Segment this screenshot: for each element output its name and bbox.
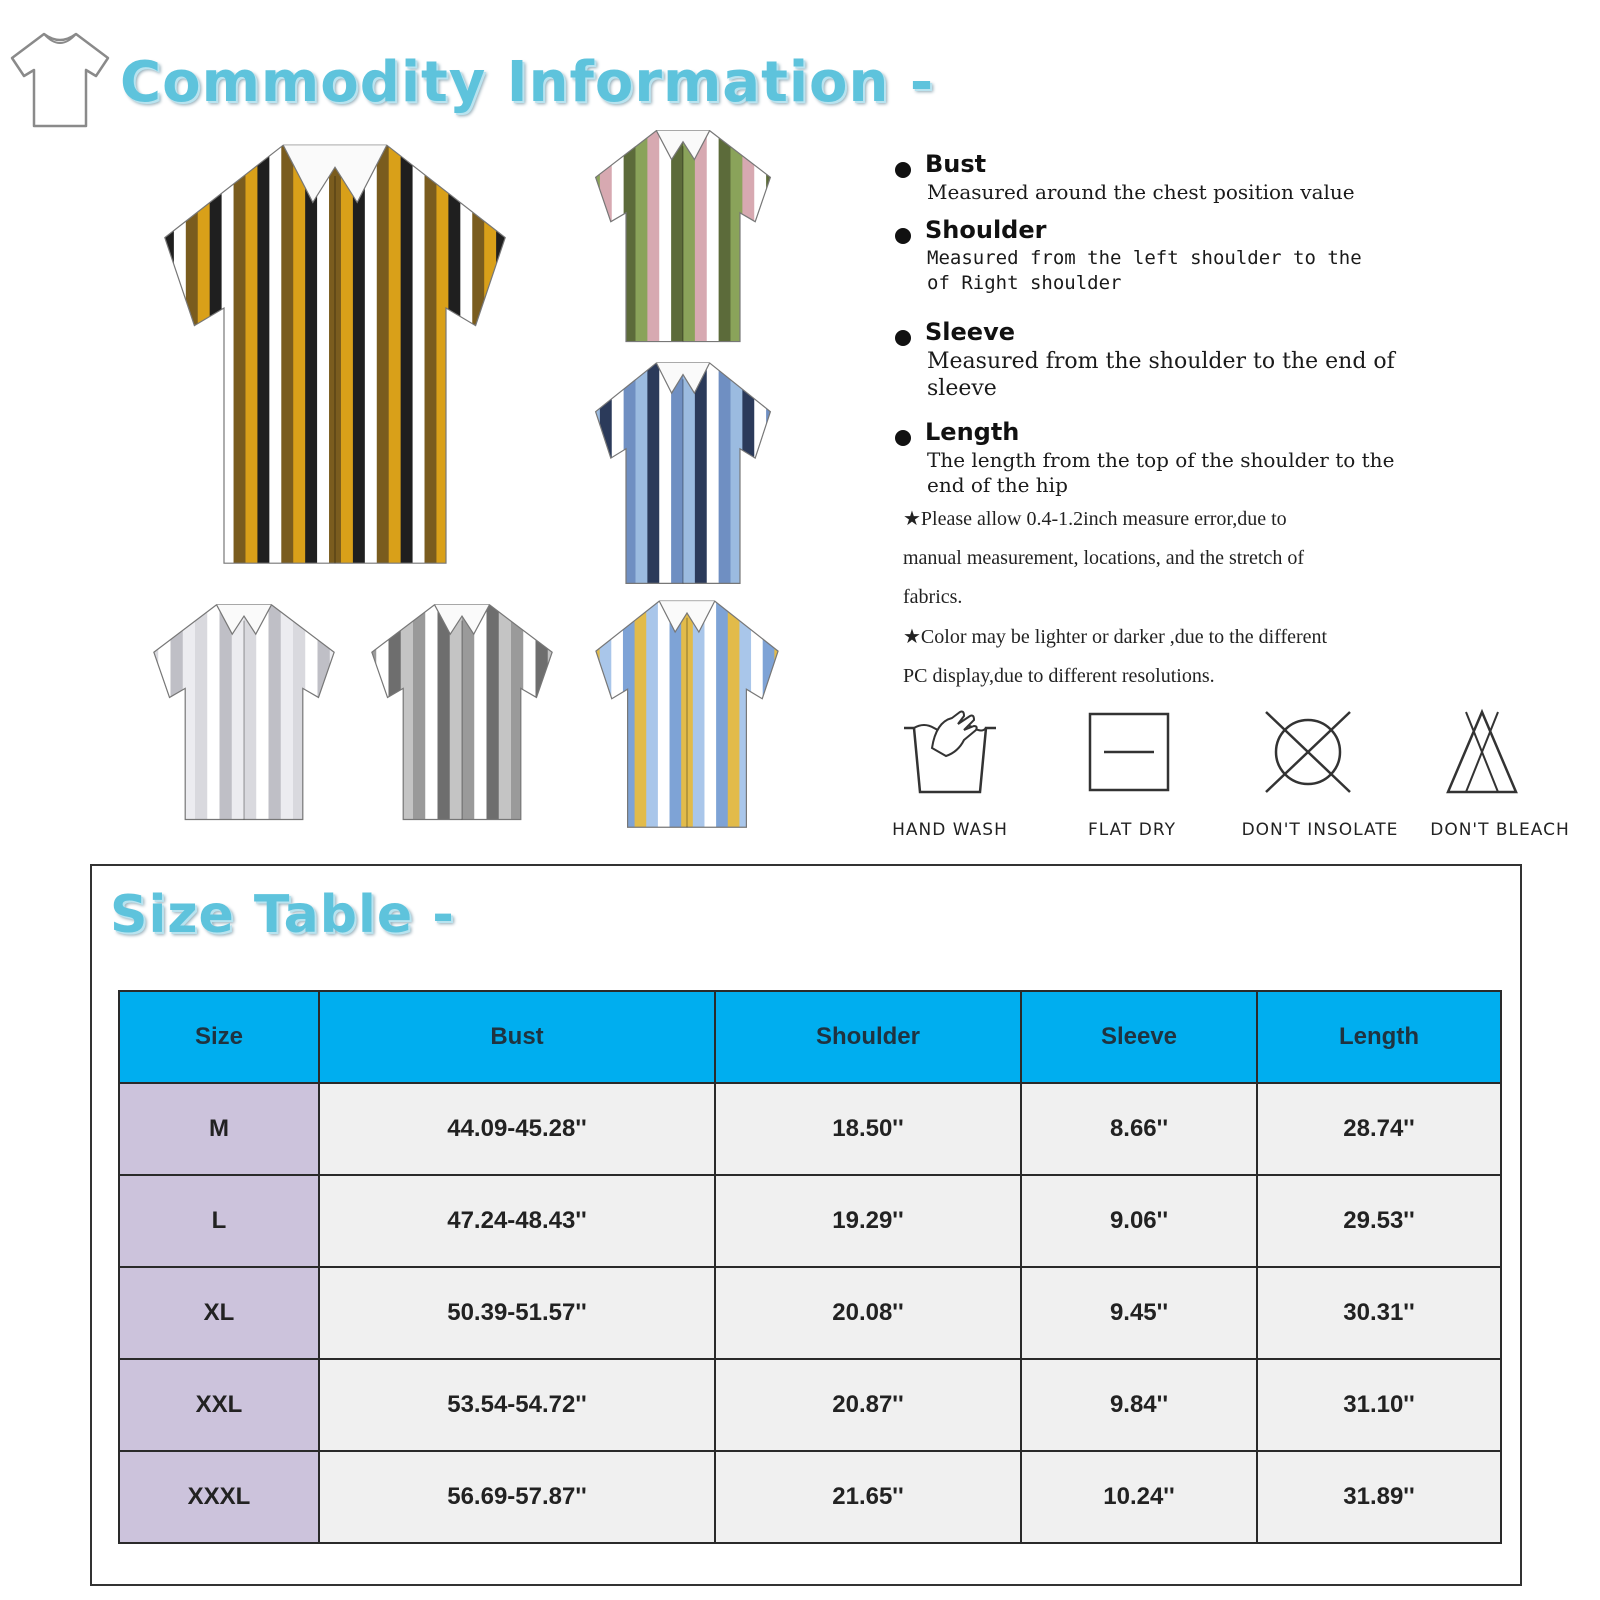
shirt-stripe bbox=[496, 132, 509, 572]
shirt-stripe bbox=[588, 356, 600, 588]
shirt-stripe bbox=[766, 356, 778, 588]
sleeve-cell: 10.24'' bbox=[1021, 1451, 1257, 1543]
shirt-stripe bbox=[377, 132, 390, 572]
measurement-description: Measured around the chest position value bbox=[927, 180, 1355, 204]
shirt-stripe bbox=[536, 598, 549, 824]
column-header-sleeve: Sleeve bbox=[1021, 991, 1257, 1083]
shirt-stripe bbox=[425, 132, 438, 572]
shirt-stripe bbox=[376, 598, 389, 824]
table-row bbox=[119, 1175, 1501, 1267]
product-image-blue-stripes bbox=[588, 356, 778, 588]
product-image-grey-stripes bbox=[364, 598, 560, 824]
measurement-sleeve bbox=[895, 318, 1465, 401]
column-header-shoulder: Shoulder bbox=[715, 991, 1021, 1083]
table-row bbox=[119, 1083, 1501, 1175]
shoulder-cell: 20.08'' bbox=[715, 1267, 1021, 1359]
shirt-stripe bbox=[707, 356, 719, 588]
column-header-length: Length bbox=[1257, 991, 1501, 1083]
shirt-stripe bbox=[436, 132, 449, 572]
shirt-stripe bbox=[281, 598, 294, 824]
size-cell: XL bbox=[119, 1267, 319, 1359]
shirt-stripe bbox=[401, 132, 414, 572]
shirt-stripe bbox=[484, 132, 497, 572]
shirt-stripe bbox=[636, 124, 648, 346]
shoulder-cell: 18.50'' bbox=[715, 1083, 1021, 1175]
hand-wash-icon bbox=[902, 708, 998, 796]
shirt-stripe bbox=[511, 598, 524, 824]
table-row bbox=[119, 1359, 1501, 1451]
shirt-stripe bbox=[623, 594, 635, 832]
shirt-stripe bbox=[754, 124, 766, 346]
shirt-stripe bbox=[508, 132, 520, 572]
shoulder-cell: 19.29'' bbox=[715, 1175, 1021, 1267]
shirt-stripe bbox=[731, 356, 743, 588]
shirt-stripe bbox=[600, 124, 612, 346]
shirt-stripe bbox=[413, 132, 426, 572]
commodity-information-title: Commodity Information - bbox=[120, 50, 935, 115]
sleeve-cell: 9.06'' bbox=[1021, 1175, 1257, 1267]
shirt-stripe bbox=[150, 132, 163, 572]
care-label-dont-insolate: DON'T INSOLATE bbox=[1241, 820, 1399, 840]
shirt-stripe bbox=[499, 598, 512, 824]
measurement-description-line: of Right shoulder bbox=[927, 272, 1122, 294]
shirt-stripe bbox=[158, 598, 171, 824]
shirt-stripe bbox=[281, 132, 294, 572]
shirt-stripe bbox=[763, 594, 775, 832]
size-table-title: Size Table - bbox=[110, 885, 455, 945]
shirt-stripe bbox=[636, 356, 648, 588]
dont-bleach-icon bbox=[1446, 708, 1518, 796]
measurement-title: Sleeve bbox=[925, 318, 1015, 346]
shirt-stripe bbox=[716, 594, 728, 832]
shoulder-cell: 21.65'' bbox=[715, 1451, 1021, 1543]
shirt-stripe bbox=[588, 124, 600, 346]
shirt-stripe bbox=[728, 594, 740, 832]
table-row bbox=[119, 1267, 1501, 1359]
care-label-hand-wash: HAND WASH bbox=[892, 820, 1008, 840]
shirt-stripe bbox=[707, 124, 719, 346]
shirt-stripe bbox=[474, 598, 487, 824]
sleeve-cell: 9.45'' bbox=[1021, 1267, 1257, 1359]
shirt-stripe bbox=[365, 132, 378, 572]
bust-cell: 56.69-57.87'' bbox=[319, 1451, 715, 1543]
shirt-stripe bbox=[425, 598, 438, 824]
measurement-description bbox=[927, 246, 1467, 296]
shirt-stripe bbox=[751, 594, 763, 832]
length-cell: 28.74'' bbox=[1257, 1083, 1501, 1175]
shirt-stripe bbox=[257, 132, 270, 572]
bullet-icon bbox=[895, 162, 911, 178]
shirt-stripe bbox=[198, 132, 211, 572]
measurement-description-line: Measured from the left shoulder to the bbox=[927, 247, 1362, 269]
shirt-stripe bbox=[269, 598, 282, 824]
shirt-stripe bbox=[487, 598, 500, 824]
shirt-stripe bbox=[658, 594, 670, 832]
table-row bbox=[119, 1451, 1501, 1543]
measurement-title: Length bbox=[925, 418, 1020, 446]
sleeve-cell: 8.66'' bbox=[1021, 1083, 1257, 1175]
shirt-stripe bbox=[647, 124, 659, 346]
measurement-bust bbox=[895, 150, 1465, 210]
shirt-stripe bbox=[245, 132, 258, 572]
shirt-stripe bbox=[330, 598, 342, 824]
column-header-size: Size bbox=[119, 991, 319, 1083]
shirt-stripe bbox=[766, 124, 778, 346]
dont-insolate-icon bbox=[1262, 708, 1354, 796]
sleeve-cell: 9.84'' bbox=[1021, 1359, 1257, 1451]
flat-dry-icon bbox=[1088, 712, 1170, 792]
measurement-shoulder bbox=[895, 216, 1465, 296]
shirt-stripe bbox=[704, 594, 716, 832]
size-cell: M bbox=[119, 1083, 319, 1175]
care-label-dont-bleach: DON'T BLEACH bbox=[1430, 820, 1570, 840]
bust-cell: 53.54-54.72'' bbox=[319, 1359, 715, 1451]
measurement-title: Shoulder bbox=[925, 216, 1047, 244]
shirt-stripe bbox=[695, 356, 707, 588]
care-label-flat-dry: FLAT DRY bbox=[1088, 820, 1176, 840]
color-note: ★Color may be lighter or darker ,due to the different PC display,due to different resolutions. bbox=[903, 626, 1328, 687]
shirt-stripe bbox=[754, 356, 766, 588]
shirt-stripe bbox=[739, 594, 751, 832]
t-shirt-outline-icon bbox=[8, 28, 112, 132]
shirt-stripe bbox=[548, 598, 560, 824]
shirt-stripe bbox=[318, 598, 331, 824]
shirt-stripe bbox=[611, 594, 623, 832]
shirt-stripe bbox=[186, 132, 199, 572]
shirt-stripe bbox=[162, 132, 175, 572]
product-image-white-stripes bbox=[146, 598, 342, 824]
measurement-description: The length from the top of the shoulder to the end of the hip bbox=[927, 448, 1395, 497]
shirt-stripe bbox=[600, 594, 612, 832]
shirt-stripe bbox=[719, 124, 731, 346]
product-image-green-stripes bbox=[588, 124, 778, 346]
size-cell: XXL bbox=[119, 1359, 319, 1451]
shirt-stripe bbox=[146, 598, 159, 824]
shirt-stripe bbox=[695, 124, 707, 346]
shirt-stripe bbox=[293, 132, 306, 572]
shirt-stripe bbox=[364, 598, 377, 824]
bust-cell: 47.24-48.43'' bbox=[319, 1175, 715, 1267]
bullet-icon bbox=[895, 330, 911, 346]
bullet-icon bbox=[895, 228, 911, 244]
size-table bbox=[118, 990, 1502, 1544]
measurement-length bbox=[895, 418, 1465, 498]
length-cell: 31.10'' bbox=[1257, 1359, 1501, 1451]
measurement-title: Bust bbox=[925, 150, 987, 178]
product-image-yellow-blue-stripes bbox=[588, 594, 786, 832]
shirt-stripe bbox=[234, 132, 247, 572]
column-header-bust: Bust bbox=[319, 991, 715, 1083]
shirt-stripe bbox=[293, 598, 306, 824]
bullet-icon bbox=[895, 430, 911, 446]
shirt-stripe bbox=[774, 594, 786, 832]
shirt-stripe bbox=[460, 132, 473, 572]
length-cell: 31.89'' bbox=[1257, 1451, 1501, 1543]
length-cell: 30.31'' bbox=[1257, 1267, 1501, 1359]
shirt-stripe bbox=[588, 594, 600, 832]
size-cell: XXXL bbox=[119, 1451, 319, 1543]
table-header-row bbox=[119, 991, 1501, 1083]
shirt-stripe bbox=[195, 598, 208, 824]
shirt-stripe bbox=[731, 124, 743, 346]
shirt-stripe bbox=[647, 356, 659, 588]
shirt-stripe bbox=[317, 132, 330, 572]
shirt-stripe bbox=[256, 598, 269, 824]
bust-cell: 50.39-51.57'' bbox=[319, 1267, 715, 1359]
shirt-stripe bbox=[646, 594, 658, 832]
size-cell: L bbox=[119, 1175, 319, 1267]
measure-error-note: ★Please allow 0.4-1.2inch measure error,due to manual measurement, locations, and the stretch of fabrics. bbox=[903, 508, 1304, 608]
length-cell: 29.53'' bbox=[1257, 1175, 1501, 1267]
bust-cell: 44.09-45.28'' bbox=[319, 1083, 715, 1175]
shirt-stripe bbox=[341, 132, 354, 572]
shirt-stripe bbox=[635, 594, 647, 832]
shirt-stripe bbox=[207, 598, 220, 824]
shirt-stripe bbox=[174, 132, 187, 572]
shoulder-cell: 20.87'' bbox=[715, 1359, 1021, 1451]
shirt-stripe bbox=[413, 598, 426, 824]
measurement-description: Measured from the shoulder to the end of sleeve bbox=[927, 349, 1395, 401]
shirt-stripe bbox=[389, 132, 402, 572]
shirt-stripe bbox=[472, 132, 485, 572]
shirt-stripe bbox=[719, 356, 731, 588]
product-image-main bbox=[150, 132, 520, 572]
shirt-stripe bbox=[600, 356, 612, 588]
shirt-stripe bbox=[269, 132, 282, 572]
